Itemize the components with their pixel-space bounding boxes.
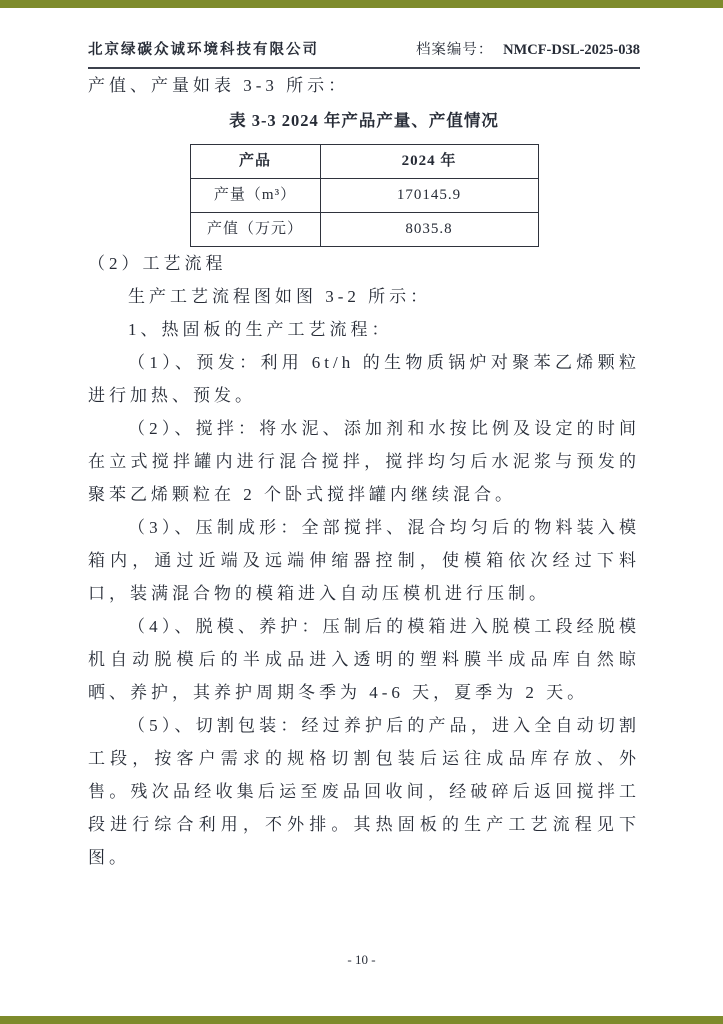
document-content <box>0 38 723 874</box>
table-cell-value-label: 产值（万元） <box>190 213 320 247</box>
archive-number-label: 档案编号： <box>415 42 494 58</box>
paragraph: （5）、切割包装：经过养护后的产品，进入全自动切割工段，按客户需求的规格切割包装后运往成品库存放、外售。残次品经收集后运至废品回收间，经破碎后返回搅拌工段进行综合利用，不外排。其热固板的生产工艺流程见下图。 <box>88 716 640 867</box>
body-text <box>88 69 640 874</box>
paragraph: （1）、预发：利用 6t/h 的生物质锅炉对聚苯乙烯颗粒进行加热、预发。 <box>88 353 640 405</box>
bottom-accent-band <box>0 1016 723 1024</box>
table-cell-output-value: 170145.9 <box>320 179 538 213</box>
top-accent-band <box>0 0 723 8</box>
page-number: - 10 - <box>347 952 376 967</box>
paragraph: 生产工艺流程图如图 3-2 所示： <box>128 287 432 306</box>
table-header-year: 2024 年 <box>320 145 538 179</box>
paragraph: 1、热固板的生产工艺流程： <box>128 320 393 339</box>
table-row <box>190 179 538 213</box>
paragraph: （2）、搅拌：将水泥、添加剂和水按比例及设定的时间在立式搅拌罐内进行混合搅拌，搅拌均匀后水泥浆与预发的聚苯乙烯颗粒在 2 个卧式搅拌罐内继续混合。 <box>88 419 640 504</box>
intro-line: 产值、产量如表 3-3 所示： <box>88 76 350 95</box>
production-table <box>190 144 539 247</box>
paragraph: （3）、压制成形：全部搅拌、混合均匀后的物料装入模箱内，通过近端及远端伸缩器控制，使模箱依次经过下料口，装满混合物的模箱进入自动压模机进行压制。 <box>88 518 640 603</box>
table-header-row <box>190 145 538 179</box>
table-cell-output-label: 产量（m³） <box>190 179 320 213</box>
archive-number-group <box>416 38 640 59</box>
table-caption: 表 3-3 2024 年产品产量、产值情况 <box>229 111 499 130</box>
table-cell-value-value: 8035.8 <box>320 213 538 247</box>
table-row <box>190 213 538 247</box>
paragraph: （4）、脱模、养护：压制后的模箱进入脱模工段经脱模机自动脱模后的半成品进入透明的塑料膜半成品库自然晾晒、养护，其养护周期冬季为 4-6 天，夏季为 2 天。 <box>88 617 640 702</box>
company-name: 北京绿碳众诚环境科技有限公司 <box>88 42 319 58</box>
archive-number-value: NMCF-DSL-2025-038 <box>503 42 640 58</box>
section-heading: （2）工艺流程 <box>88 254 227 273</box>
page-header <box>88 38 640 69</box>
table-header-product: 产品 <box>190 145 320 179</box>
